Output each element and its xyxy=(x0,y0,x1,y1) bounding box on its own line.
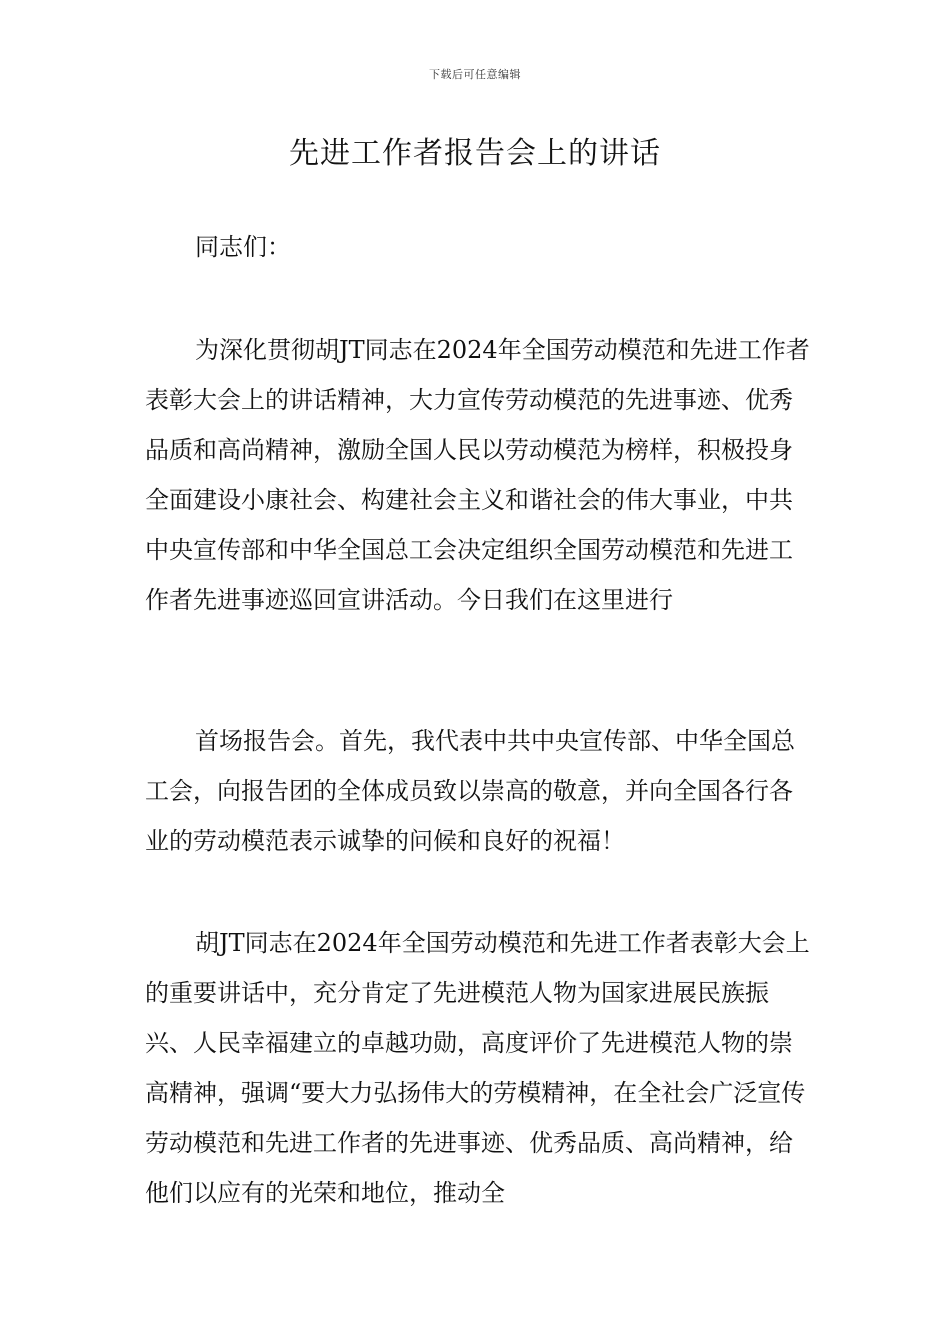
paragraph-2: 首场报告会。首先，我代表中共中央宣传部、中华全国总工会，向报告团的全体成员致以崇高的敬意，并向全国各行各业的劳动模范表示诚挚的问候和良好的祝福！ xyxy=(145,727,795,855)
header-note: 下载后可任意编辑 xyxy=(429,68,521,81)
paragraph-1: 为深化贯彻胡JT同志在2024年全国劳动模范和先进工作者表彰大会上的讲话精神，大力宣传劳动模范的先进事迹、优秀品质和高尚精神，激励全国人民以劳动模范为榜样，积极投身全面建设小康社会、构建社会主义和谐社会的伟大事业，中共中央宣传部和中华全国总工会决定组织全国劳动模范和先进工作者先进事迹巡回宣讲活动。今日我们在这里进行 xyxy=(145,336,810,614)
paragraph-3: 胡JT同志在2024年全国劳动模范和先进工作者表彰大会上的重要讲话中，充分肯定了先进模范人物为国家进展民族振兴、人民幸福建立的卓越功勋，高度评价了先进模范人物的崇高精神，强调“要大力弘扬伟大的劳模精神，在全社会广泛宣传劳动模范和先进工作者的先进事迹、优秀品质、高尚精神，给他们以应有的光荣和地位，推动全 xyxy=(145,929,810,1207)
salutation: 同志们： xyxy=(195,233,291,261)
document-title: 先进工作者报告会上的讲话 xyxy=(289,136,661,171)
